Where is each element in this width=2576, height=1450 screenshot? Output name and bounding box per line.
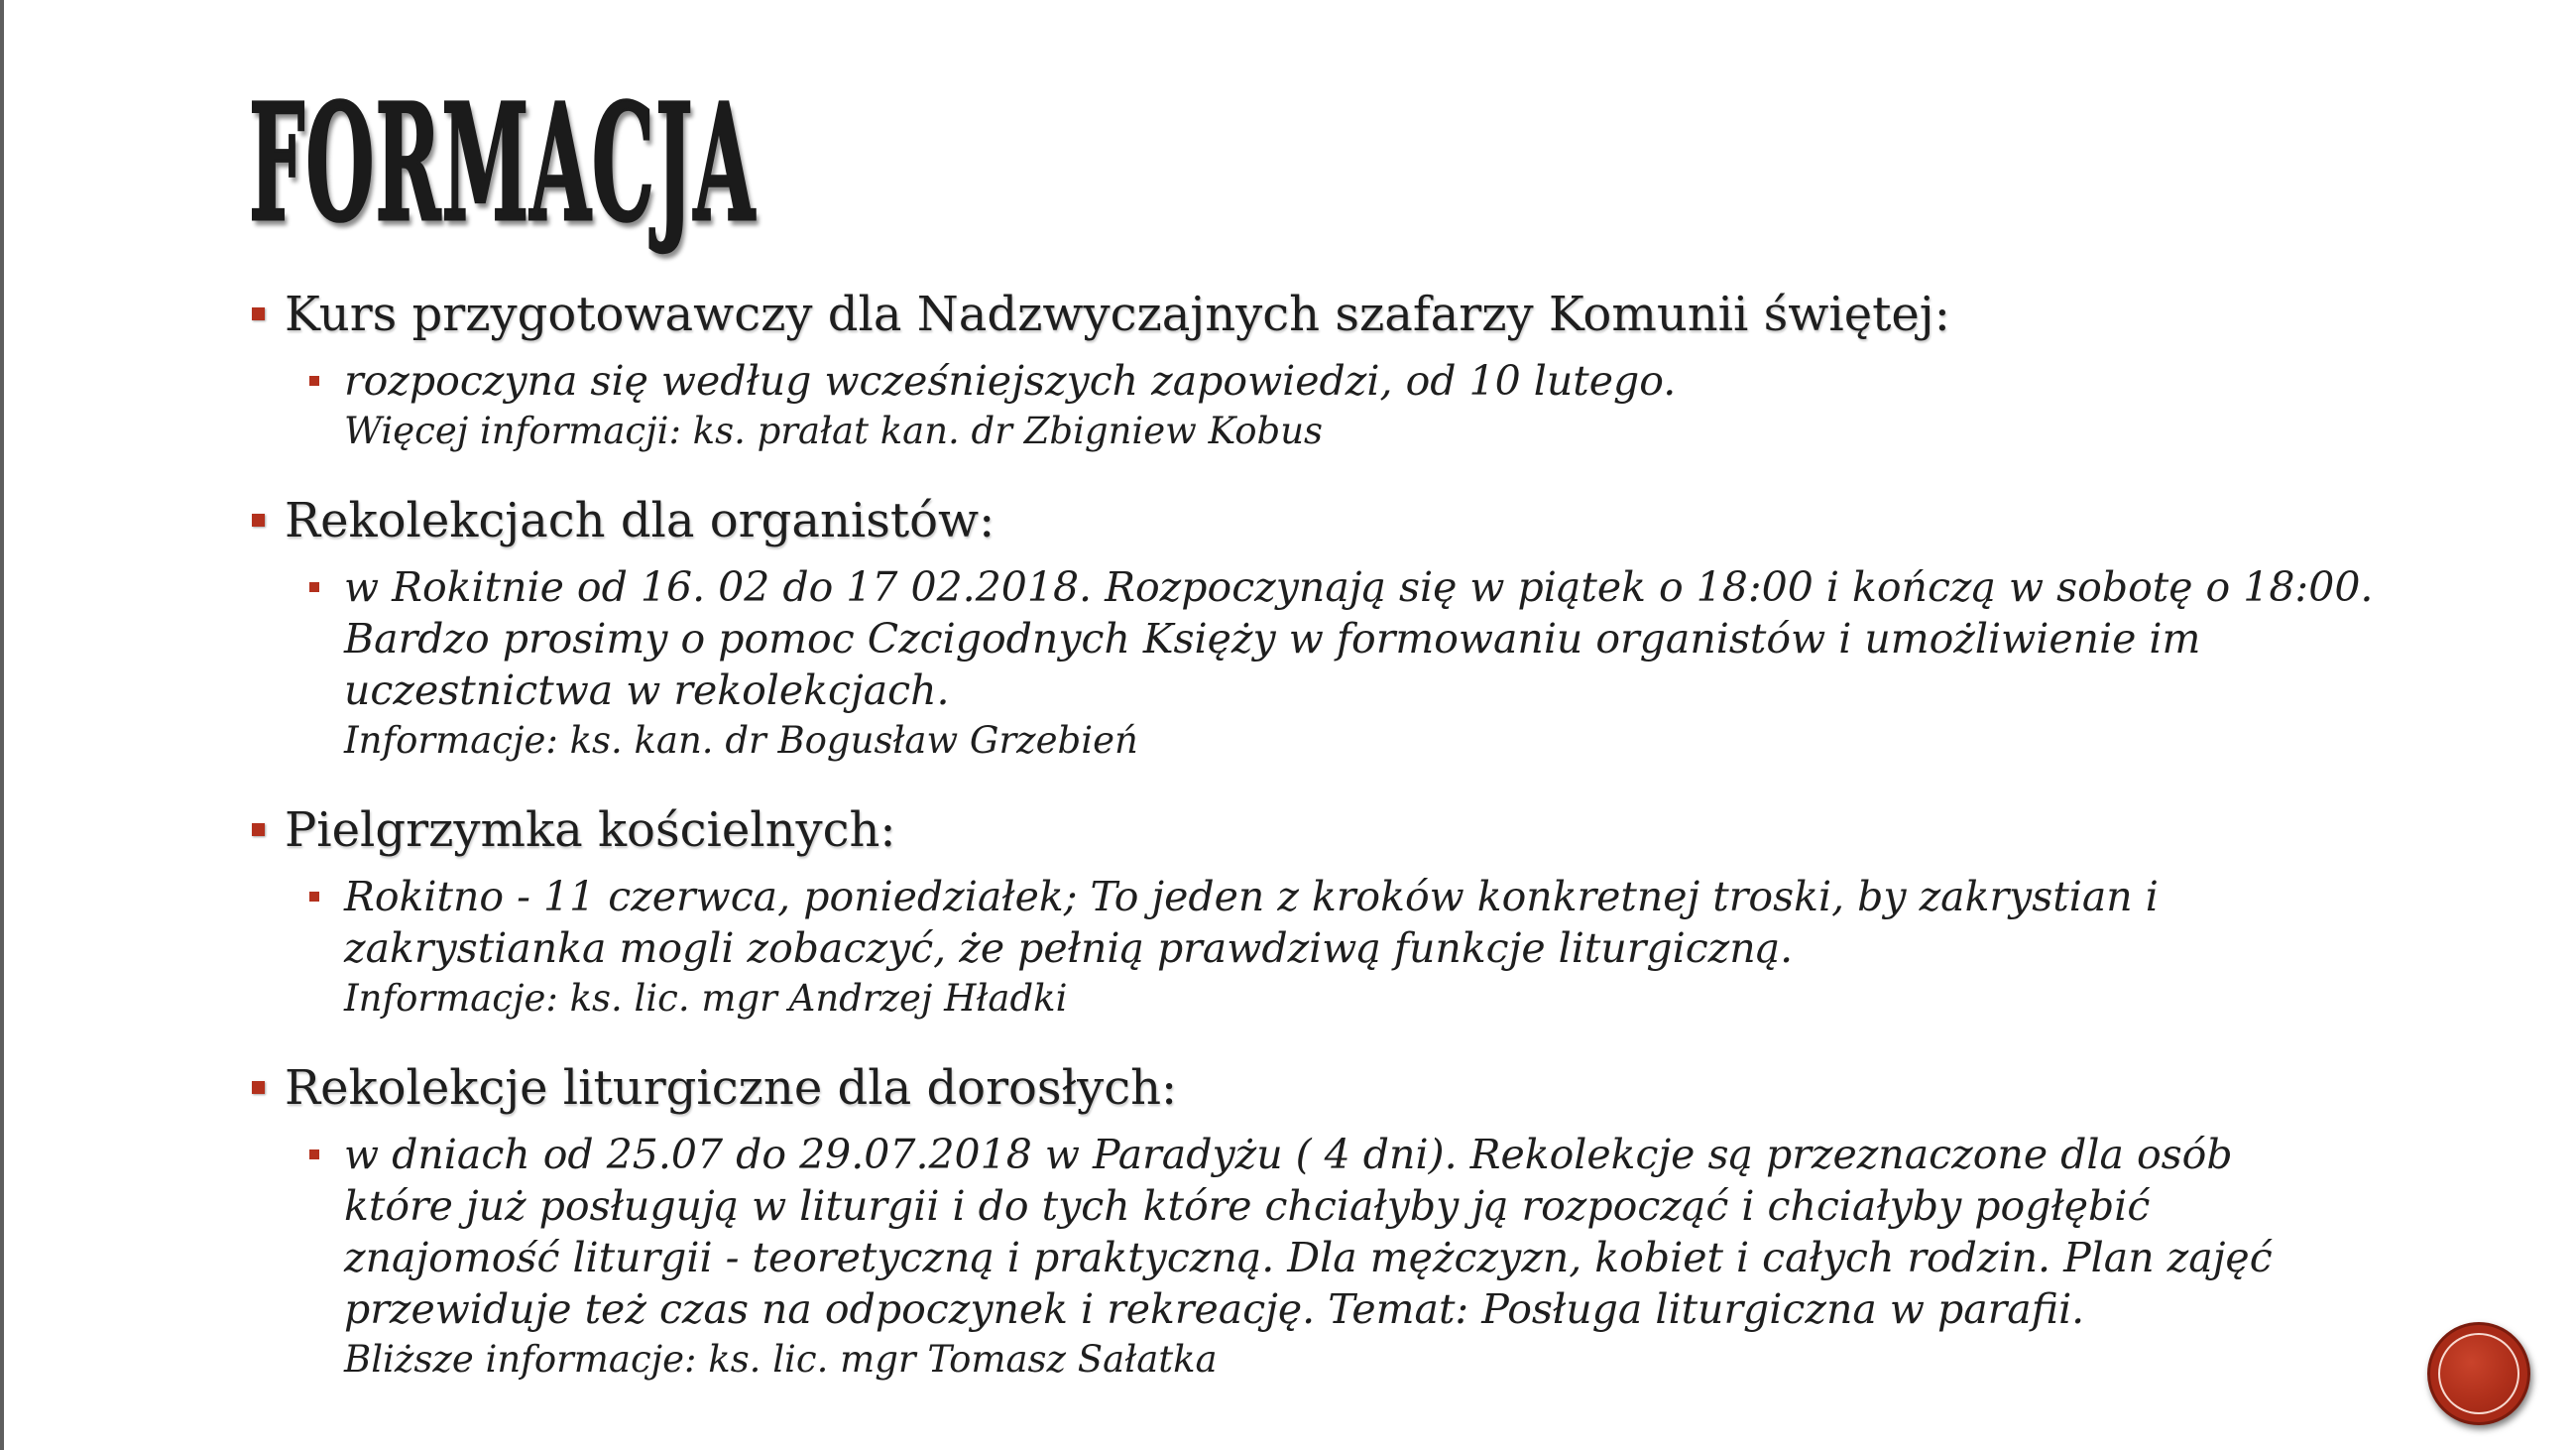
- square-bullet-icon: [252, 307, 265, 320]
- section-heading-row: [0, 1058, 2576, 1118]
- sub-item-text-line: w Rokitnie od 16. 02 do 17 02.2018. Rozpoczynają się w piątek o 18:00 i kończą w sobotę o 18:00.: [344, 563, 2374, 611]
- sub-item: [0, 871, 2576, 1024]
- bullet-list: [0, 285, 2576, 1419]
- sub-item-text-line: zakrystianka mogli zobaczyć, że pełnią prawdziwą funkcje liturgiczną.: [344, 924, 1794, 972]
- sub-item: [0, 561, 2576, 766]
- section-rekolekcje-organistow: [0, 491, 2576, 766]
- slide-title: FORMACJA: [249, 69, 757, 258]
- sub-item-text-line: rozpoczyna się według wcześniejszych zapowiedzi, od 10 lutego.: [344, 357, 1677, 405]
- slide-number-badge-inner: [2438, 1333, 2519, 1414]
- square-bullet-icon: [252, 823, 265, 836]
- square-bullet-icon: [309, 582, 319, 592]
- section-kurs-szafarzy: [0, 285, 2576, 456]
- square-bullet-icon: [252, 514, 265, 527]
- slide-number-badge: [2427, 1322, 2530, 1425]
- contact-info-line: Więcej informacji: ks. prałat kan. dr Zbigniew Kobus: [344, 410, 1324, 452]
- square-bullet-icon: [309, 892, 319, 902]
- sub-item-text-line: Rokitno - 11 czerwca, poniedziałek; To jeden z kroków konkretnej troski, by zakrystian i: [344, 873, 2159, 920]
- sub-item-text-line: które już posługują w liturgii i do tych które chciałyby ją rozpocząć i chciałyby pogłębić: [344, 1182, 2151, 1230]
- contact-info-line: Informacje: ks. lic. mgr Andrzej Hładki: [344, 977, 1068, 1020]
- section-heading: Rekolekcje liturgiczne dla dorosłych:: [285, 1060, 1178, 1116]
- section-heading: Rekolekcjach dla organistów:: [285, 493, 995, 548]
- section-heading-row: [0, 285, 2576, 344]
- contact-info-line: Bliższe informacje: ks. lic. mgr Tomasz Sałatka: [344, 1338, 1218, 1381]
- contact-info-line: Informacje: ks. kan. dr Bogusław Grzebień: [344, 719, 1138, 762]
- sub-item-text-line: przewiduje też czas na odpoczynek i rekreację. Temat: Posługa liturgiczna w parafii.: [344, 1285, 2085, 1333]
- section-heading: Kurs przygotowawczy dla Nadzwyczajnych szafarzy Komunii świętej:: [285, 287, 1950, 342]
- square-bullet-icon: [309, 376, 319, 386]
- section-heading-row: [0, 800, 2576, 860]
- sub-item-text-line: Bardzo prosimy o pomoc Czcigodnych Księży w formowaniu organistów i umożliwienie im: [344, 615, 2201, 663]
- sub-item: [0, 1129, 2576, 1385]
- square-bullet-icon: [252, 1081, 265, 1094]
- section-rekolekcje-liturgiczne: [0, 1058, 2576, 1385]
- sub-item: [0, 355, 2576, 456]
- sub-item-text-line: znajomość liturgii - teoretyczną i praktyczną. Dla mężczyzn, kobiet i całych rodzin. Plan zajęć: [344, 1234, 2273, 1281]
- sub-item-text-line: w dniach od 25.07 do 29.07.2018 w Paradyżu ( 4 dni). Rekolekcje są przeznaczone dla osób: [344, 1131, 2233, 1178]
- sub-item-text-line: uczestnictwa w rekolekcjach.: [344, 666, 950, 714]
- section-pielgrzymka-koscielnych: [0, 800, 2576, 1024]
- square-bullet-icon: [309, 1149, 319, 1159]
- section-heading-row: [0, 491, 2576, 550]
- section-heading: Pielgrzymka kościelnych:: [285, 802, 896, 858]
